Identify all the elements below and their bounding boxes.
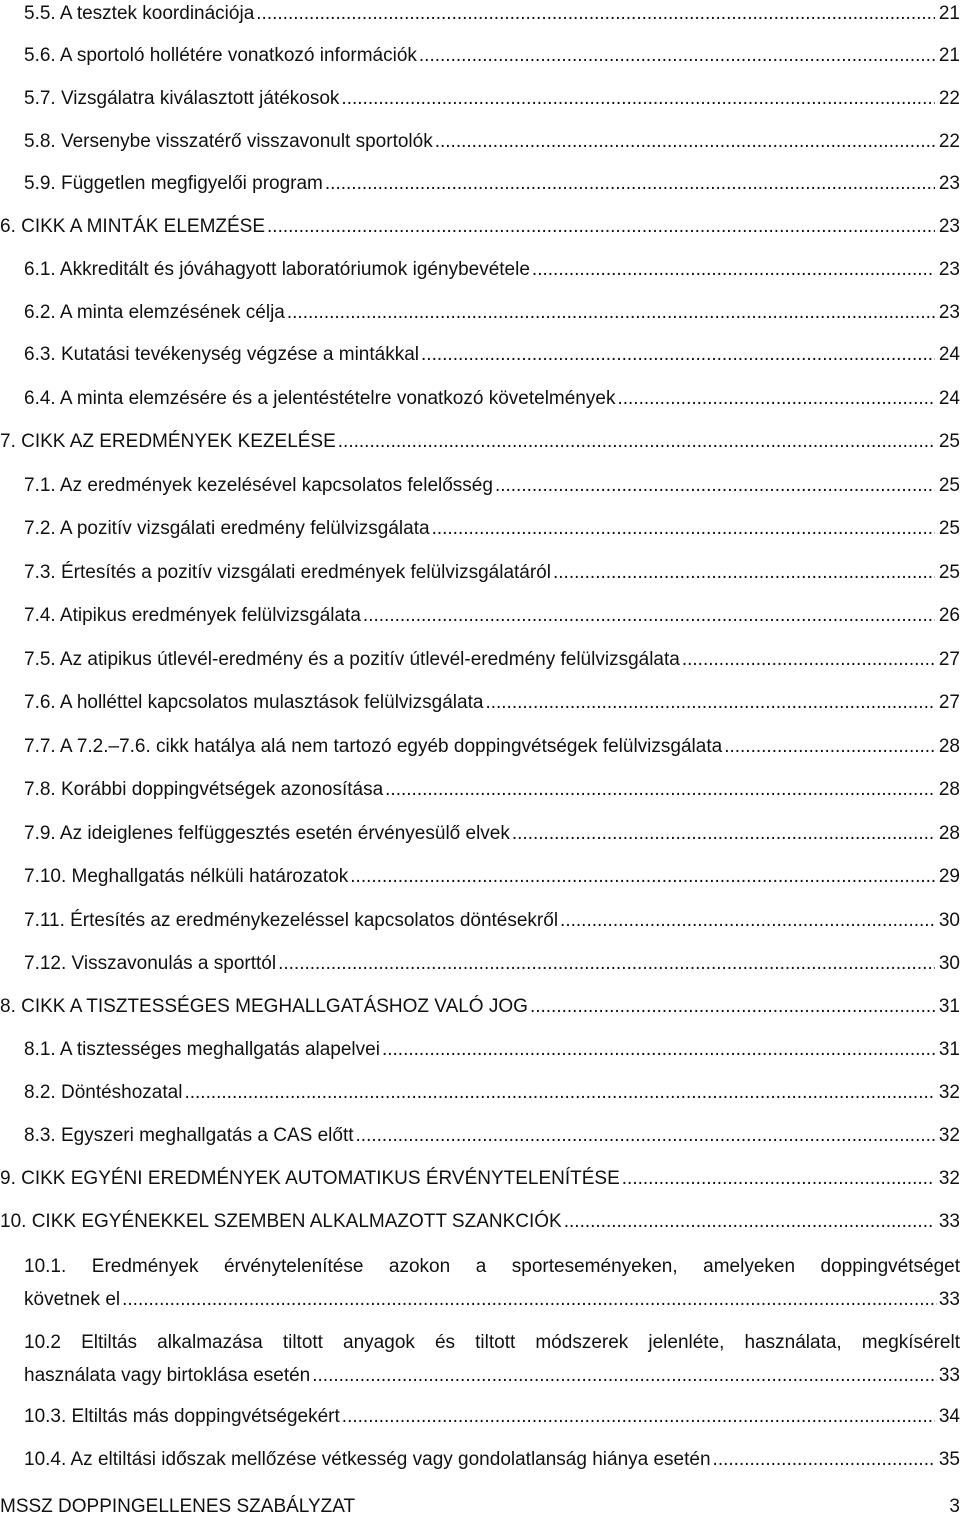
toc-entry-page: 30	[938, 910, 960, 931]
toc-entry-page: 23	[938, 259, 960, 280]
toc-entry-label-continued: követnek el	[24, 1289, 121, 1310]
footer-document-title: MSSZ DOPPINGELLENES SZABÁLYZAT	[0, 1496, 356, 1517]
dot-leader	[682, 646, 935, 674]
toc-entry-label: 6. CIKK A MINTÁK ELEMZÉSE	[0, 216, 266, 237]
toc-entry-label: 7.10. Meghallgatás nélküli határozatok	[24, 866, 349, 887]
toc-entry[interactable]	[0, 993, 960, 1021]
toc-entry[interactable]	[24, 85, 960, 113]
toc-entry-multiline[interactable]	[24, 1250, 960, 1316]
toc-entry[interactable]	[24, 256, 960, 284]
toc-entry-page: 31	[938, 996, 960, 1017]
dot-leader	[256, 0, 935, 28]
dot-leader	[432, 515, 935, 543]
toc-entry-page: 25	[938, 562, 960, 583]
toc-entry-label: 7. CIKK AZ EREDMÉNYEK KEZELÉSE	[0, 431, 336, 452]
toc-entry[interactable]	[24, 128, 960, 156]
toc-entry[interactable]	[24, 733, 960, 761]
toc-entry-page: 27	[938, 692, 960, 713]
toc-entry-label-continued: használata vagy birtoklása esetén	[24, 1365, 311, 1386]
toc-entry-page: 33	[938, 1289, 960, 1310]
dot-leader	[421, 341, 935, 369]
dot-leader	[338, 428, 935, 456]
dot-leader	[530, 993, 935, 1021]
toc-entry[interactable]	[24, 646, 960, 674]
toc-entry[interactable]	[24, 0, 960, 28]
toc-entry[interactable]	[24, 602, 960, 630]
toc-entry-page: 25	[938, 475, 960, 496]
dot-leader	[122, 1283, 937, 1316]
toc-entry-page: 21	[938, 3, 960, 24]
toc-entry[interactable]	[24, 1079, 960, 1107]
toc-entry-label: 6.2. A minta elemzésének célja	[24, 302, 285, 323]
toc-entry-label: 8. CIKK A TISZTESSÉGES MEGHALLGATÁSHOZ VALÓ JOG	[0, 996, 528, 1017]
dot-leader	[564, 1208, 935, 1236]
dot-leader	[356, 1122, 935, 1150]
dot-leader	[553, 559, 935, 587]
dot-leader	[617, 385, 934, 413]
toc-entry[interactable]	[0, 1208, 960, 1236]
dot-leader	[325, 170, 935, 198]
toc-entry-label: 7.5. Az atipikus útlevél-eredmény és a pozitív útlevél-eredmény felülvizsgálata	[24, 649, 680, 670]
toc-entry[interactable]	[24, 1446, 960, 1474]
dot-leader	[363, 602, 935, 630]
toc-entry-page: 29	[938, 866, 960, 887]
dot-leader	[267, 213, 935, 241]
toc-entry-page: 31	[938, 1039, 960, 1060]
toc-entry-page: 23	[938, 216, 960, 237]
toc-entry-label: 7.3. Értesítés a pozitív vizsgálati eredmények felülvizsgálatáról	[24, 562, 551, 583]
toc-entry-page: 27	[938, 649, 960, 670]
toc-entry-multiline[interactable]	[24, 1326, 960, 1392]
toc-entry[interactable]	[24, 1036, 960, 1064]
toc-entry-label: 7.4. Atipikus eredmények felülvizsgálata	[24, 605, 361, 626]
toc-entry-page: 25	[938, 431, 960, 452]
toc-entry-label: 10.2 Eltiltás alkalmazása tiltott anyagok és tiltott módszerek jelenléte, használata, megkísérelt	[24, 1332, 960, 1353]
toc-entry-page: 33	[938, 1211, 960, 1232]
toc-entry-page: 28	[938, 736, 960, 757]
toc-entry[interactable]	[0, 428, 960, 456]
toc-entry-label: 10.1. Eredmények érvénytelenítése azokon a sporteseményeken, amelyeken doppingvétséget	[24, 1256, 960, 1277]
toc-entry-label: 7.8. Korábbi doppingvétségek azonosítása	[24, 779, 384, 800]
toc-entry-label: 10. CIKK EGYÉNEKKEL SZEMBEN ALKALMAZOTT SZANKCIÓK	[0, 1211, 562, 1232]
toc-entry[interactable]	[24, 689, 960, 717]
dot-leader	[622, 1165, 935, 1193]
dot-leader	[382, 1036, 935, 1064]
toc-entry-page: 25	[938, 518, 960, 539]
toc-entry-page: 21	[938, 45, 960, 66]
toc-entry-page: 24	[938, 344, 960, 365]
toc-entry-page: 22	[938, 88, 960, 109]
toc-entry[interactable]	[24, 950, 960, 978]
toc-entry-page: 30	[938, 953, 960, 974]
toc-entry-label: 7.7. A 7.2.–7.6. cikk hatálya alá nem tartozó egyéb doppingvétségek felülvizsgálata	[24, 736, 723, 757]
toc-entry[interactable]	[24, 515, 960, 543]
dot-leader	[419, 42, 935, 70]
toc-entry-page: 22	[938, 131, 960, 152]
toc-entry[interactable]	[24, 170, 960, 198]
dot-leader	[435, 128, 935, 156]
toc-entry-page: 28	[938, 823, 960, 844]
toc-entry[interactable]	[24, 1122, 960, 1150]
dot-leader	[495, 472, 935, 500]
toc-entry-page: 24	[938, 388, 960, 409]
toc-entry-label: 5.9. Független megfigyelői program	[24, 173, 323, 194]
toc-entry-label: 5.6. A sportoló hollétére vonatkozó információk	[24, 45, 417, 66]
toc-entry-label: 5.5. A tesztek koordinációja	[24, 3, 255, 24]
toc-entry-label: 6.3. Kutatási tevékenység végzése a mintákkal	[24, 344, 420, 365]
dot-leader	[184, 1079, 934, 1107]
toc-entry-label: 7.1. Az eredmények kezelésével kapcsolatos felelősség	[24, 475, 493, 496]
dot-leader	[713, 1446, 935, 1474]
toc-entry-label: 9. CIKK EGYÉNI EREDMÉNYEK AUTOMATIKUS ÉRVÉNYTELENÍTÉSE	[0, 1168, 620, 1189]
toc-entry-page: 32	[938, 1168, 960, 1189]
toc-entry-label: 7.9. Az ideiglenes felfüggesztés esetén érvényesülő elvek	[24, 823, 510, 844]
dot-leader	[350, 863, 935, 891]
toc-entry-label: 5.7. Vizsgálatra kiválasztott játékosok	[24, 88, 340, 109]
toc-entry[interactable]	[24, 820, 960, 848]
page-footer	[0, 1494, 960, 1520]
dot-leader	[560, 907, 935, 935]
toc-entry-page: 34	[938, 1406, 960, 1427]
toc-entry-page: 32	[938, 1125, 960, 1146]
toc-entry[interactable]	[24, 42, 960, 70]
dot-leader	[278, 950, 935, 978]
toc-entry[interactable]	[24, 472, 960, 500]
toc-entry-page: 23	[938, 302, 960, 323]
dot-leader	[287, 299, 935, 327]
toc-entry-label: 7.12. Visszavonulás a sporttól	[24, 953, 277, 974]
toc-entry-page: 26	[938, 605, 960, 626]
toc-entry-label: 7.6. A holléttel kapcsolatos mulasztások felülvizsgálata	[24, 692, 484, 713]
toc-entry[interactable]	[24, 1403, 960, 1431]
dot-leader	[341, 85, 934, 113]
toc-entry-label: 6.1. Akkreditált és jóváhagyott laboratóriumok igénybevétele	[24, 259, 530, 280]
dot-leader	[342, 1403, 935, 1431]
toc-entry[interactable]	[24, 863, 960, 891]
dot-leader	[512, 820, 935, 848]
toc-entry[interactable]	[0, 1165, 960, 1193]
dot-leader	[485, 689, 934, 717]
toc-entry-label: 7.11. Értesítés az eredménykezeléssel kapcsolatos döntésekről	[24, 910, 559, 931]
toc-entry-label: 6.4. A minta elemzésére és a jelentéstételre vonatkozó követelmények	[24, 388, 616, 409]
toc-entry-page: 23	[938, 173, 960, 194]
toc-entry-label: 10.3. Eltiltás más doppingvétségekért	[24, 1406, 340, 1427]
toc-entry-label: 8.3. Egyszeri meghallgatás a CAS előtt	[24, 1125, 354, 1146]
toc-entry-label: 7.2. A pozitív vizsgálati eredmény felülvizsgálata	[24, 518, 430, 539]
toc-entry[interactable]	[0, 213, 960, 241]
toc-entry[interactable]	[24, 299, 960, 327]
dot-leader	[532, 256, 935, 284]
toc-entry-page: 28	[938, 779, 960, 800]
toc-entry-label: 8.1. A tisztességes meghallgatás alapelvei	[24, 1039, 380, 1060]
toc-entry-label: 5.8. Versenybe visszatérő visszavonult sportolók	[24, 131, 433, 152]
toc-entry-label: 8.2. Döntéshozatal	[24, 1082, 183, 1103]
footer-page-number: 3	[949, 1496, 960, 1517]
toc-entry-page: 33	[938, 1365, 960, 1386]
dot-leader	[385, 776, 935, 804]
toc-entry[interactable]	[24, 907, 960, 935]
dot-leader	[312, 1359, 937, 1392]
toc-entry[interactable]	[24, 559, 960, 587]
toc-entry-page: 35	[938, 1449, 960, 1470]
toc-entry-page: 32	[938, 1082, 960, 1103]
toc-entry[interactable]	[24, 341, 960, 369]
toc-entry[interactable]	[24, 385, 960, 413]
toc-entry[interactable]	[24, 776, 960, 804]
toc-entry-label: 10.4. Az eltiltási időszak mellőzése vétkesség vagy gondolatlanság hiánya esetén	[24, 1449, 711, 1470]
dot-leader	[724, 733, 935, 761]
